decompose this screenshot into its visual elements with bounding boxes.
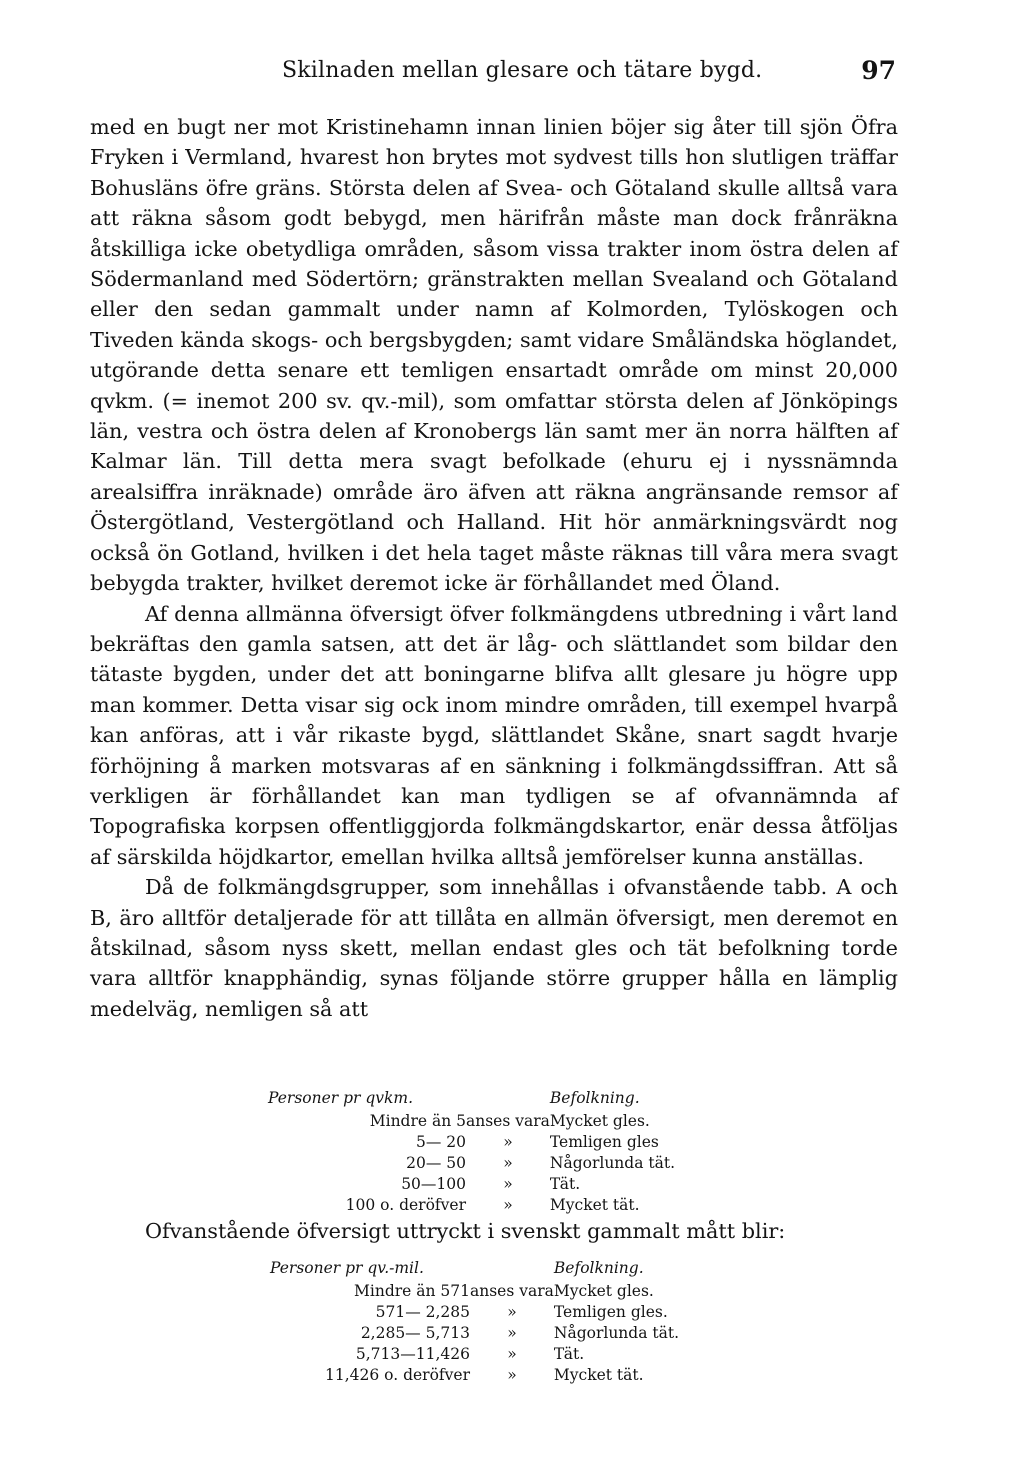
paragraph-2: Af denna allmänna öfversigt öfver folkmängdens utbredning i vårt land bekräftas den gamla satsen, att det är låg- och slättlandet som bildar den tätaste bygden, under det att boningarne blifva allt glesare ju högre upp man kommer. Detta visar sig ock inom mindre områden, till exempel hvarpå kan anföras, att i vår rikaste bygd, slättlandet Skåne, snart sagdt hvarje förhöjning å marken motsvaras af en sänkning i folkmängdssiffran. Att så verkligen är förhållandet kan man tydligen se af ofvannämnda af Topografiska korpsen offentliggjorda folkmängdskartor, enär dessa åtföljas af särskilda höjdkartor, emellan hvilka alltså jemförelser kunna anställas.: [90, 601, 898, 869]
table-cell-qty: 100 o. deröfver: [345, 1196, 466, 1214]
running-head: Skilnaden mellan glesare och tätare bygd.: [282, 58, 763, 83]
table-row: [268, 1111, 675, 1132]
table-cell-label: Någorlunda tät.: [549, 1154, 675, 1172]
table-cell-label: Mycket gles.: [549, 1112, 650, 1130]
table-cell-mark: »: [503, 1154, 513, 1172]
table-row: [268, 1153, 675, 1174]
table-cell-qty: 11,426 o. deröfver: [325, 1366, 470, 1384]
table-cell-mark: »: [507, 1324, 517, 1342]
table-cell-label: Mycket tät.: [549, 1196, 640, 1214]
table-cell-mark: »: [503, 1133, 513, 1151]
table-cell-qty: 5,713—11,426: [355, 1345, 470, 1363]
body-text: [90, 112, 898, 1024]
table-cell-label: Tät.: [553, 1345, 585, 1363]
table-row: [268, 1174, 675, 1195]
table-cell-qty: 2,285— 5,713: [360, 1324, 470, 1342]
table-row: [270, 1281, 679, 1302]
table-cell-label: Temligen gles: [549, 1133, 659, 1151]
table-cell-mark: »: [503, 1196, 513, 1214]
table-header-right: Befolkning.: [553, 1259, 644, 1277]
table-cell-qty: 571— 2,285: [375, 1303, 470, 1321]
table-row: [270, 1323, 679, 1344]
table-cell-qty: Mindre än 571: [354, 1282, 470, 1300]
table-header-row: [268, 1088, 675, 1111]
table-cell-qty: 20— 50: [406, 1154, 466, 1172]
table-cell-label: Mycket gles.: [553, 1282, 654, 1300]
table-cell-label: Tät.: [549, 1175, 581, 1193]
table-cell-label: Någorlunda tät.: [553, 1324, 679, 1342]
table-cell-mark: anses vara: [470, 1282, 554, 1300]
table-row: [268, 1195, 675, 1216]
table-row: [270, 1344, 679, 1365]
table-row: [270, 1302, 679, 1323]
table-header-left: Personer pr qv.-mil.: [270, 1259, 424, 1277]
summary-line: Ofvanstående öfversigt uttryckt i svenskt gammalt mått blir:: [145, 1219, 786, 1243]
table-cell-mark: »: [507, 1366, 517, 1384]
density-table-qv-mil: [270, 1258, 679, 1386]
table-cell-qty: Mindre än 5: [369, 1112, 466, 1130]
table-cell-mark: anses vara: [466, 1112, 550, 1130]
table-cell-mark: »: [507, 1345, 517, 1363]
density-table-qvkm: [268, 1088, 675, 1216]
table-cell-label: Temligen gles.: [553, 1303, 668, 1321]
table-cell-qty: 50—100: [401, 1175, 466, 1193]
paragraph-3: Då de folkmängdsgrupper, som innehållas i ofvanstående tabb. A och B, äro alltför detaljerade för att tillåta en allmän öfversigt, men deremot en åtskilnad, såsom nyss skett, mellan endast gles och tät befolkning torde vara alltför knapphändig, synas följande större grupper hålla en lämplig medelväg, nemligen så att: [90, 875, 898, 1021]
page-number: 97: [861, 56, 896, 85]
table-cell-mark: »: [503, 1175, 513, 1193]
table-cell-label: Mycket tät.: [553, 1366, 644, 1384]
table-row: [268, 1132, 675, 1153]
paragraph-1: med en bugt ner mot Kristinehamn innan linien böjer sig åter till sjön Öfra Fryken i Vermland, hvarest hon brytes mot sydvest tills hon slutligen träffar Bohusläns öfre gräns. Största delen af Svea- och Götaland skulle alltså vara att räkna såsom godt bebygd, men härifrån måste man dock frånräkna åtskilliga icke obetydliga områden, såsom vissa trakter inom östra delen af Södermanland med Södertörn; gränstrakten mellan Svealand och Götaland eller den sedan gammalt under namn af Kolmorden, Tylöskogen och Tiveden kända skogs- och bergsbygden; samt vidare Småländska höglandet, utgörande detta senare ett temligen ensartadt område om minst 20,000 qvkm. (= inemot 200 sv. qv.-mil), som omfattar största delen af Jönköpings län, vestra och östra delen af Kronobergs län samt mer än norra hälften af Kalmar län. Till detta mera svagt befolkade (ehuru ej i nyssnämnda arealsiffra inräknade) område äro äfven att räkna angränsande remsor af Östergötland, Vestergötland och Halland. Hit hör anmärkningsvärdt nog också ön Gotland, hvilken i det hela taget måste räknas till våra mera svagt bebygda trakter, hvilket deremot icke är förhållandet med Öland.: [90, 115, 898, 596]
table-cell-mark: »: [507, 1303, 517, 1321]
table-header-row: [270, 1258, 679, 1281]
table-cell-qty: 5— 20: [415, 1133, 466, 1151]
table-header-right: Befolkning.: [549, 1089, 640, 1107]
table-row: [270, 1365, 679, 1386]
page-header: [90, 56, 898, 92]
table-header-left: Personer pr qvkm.: [268, 1089, 414, 1107]
